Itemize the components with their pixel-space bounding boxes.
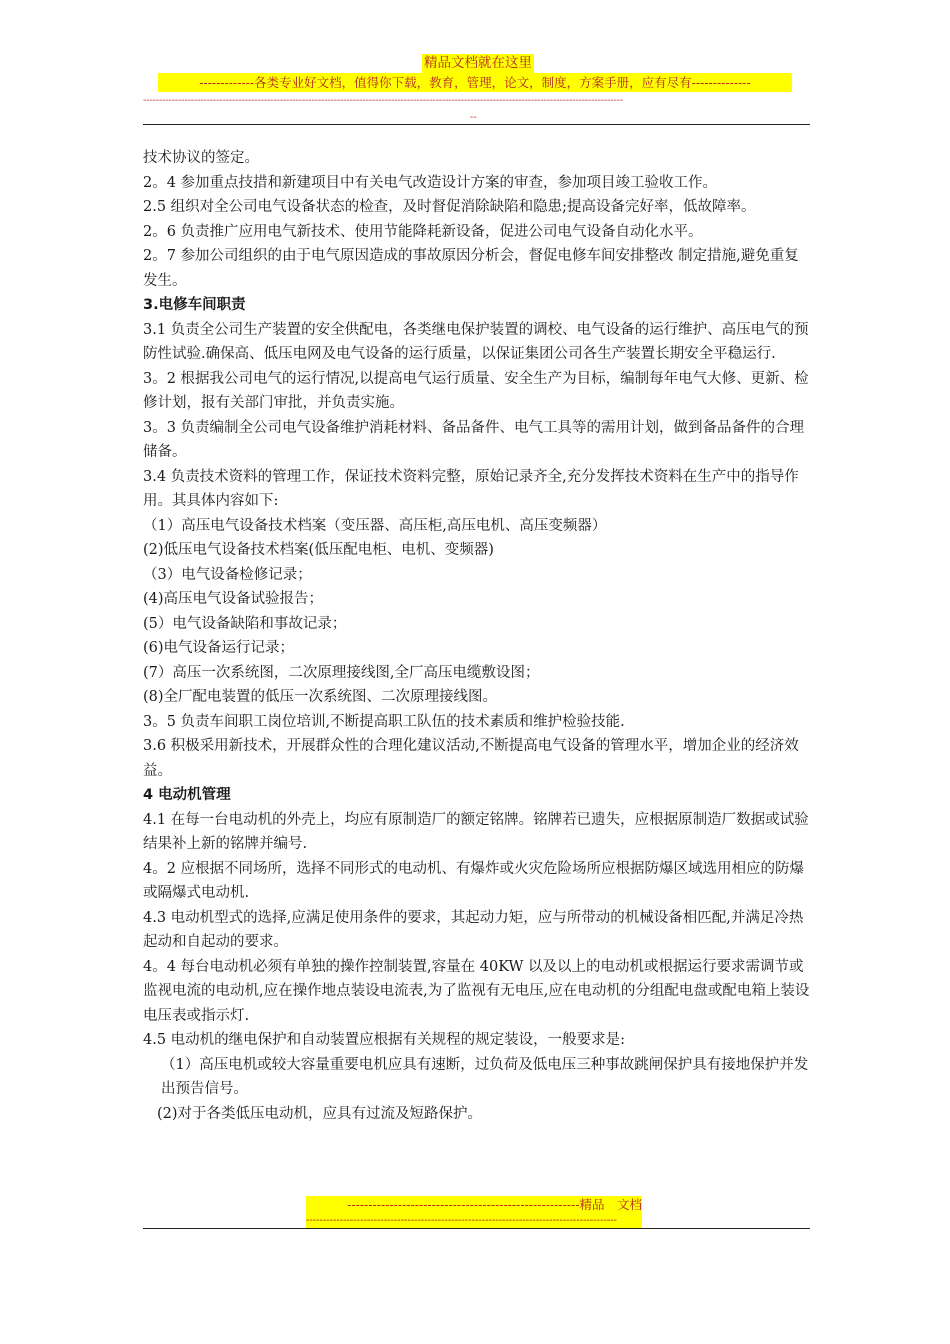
paragraph: 3。5 负责车间职工岗位培训,不断提高职工队伍的技术素质和维护检验技能. bbox=[143, 713, 625, 730]
header-tagline: -------------各类专业好文档，值得你下载，教育，管理，论文，制度，方案手册，应有尽有-------------- bbox=[158, 73, 792, 92]
paragraph: 3。3 负责编制全公司电气设备维护消耗材料、备品备件、电气工具等的需用计划，做到备品备件的合理储备。 bbox=[143, 419, 805, 460]
document-body bbox=[143, 146, 810, 1126]
list-item: (4)高压电气设备试验报告； bbox=[143, 591, 324, 607]
list-item: (7）高压一次系统图，二次原理接线图,全厂高压电缆敷设图； bbox=[143, 664, 540, 681]
paragraph: 2。7 参加公司组织的由于电气原因造成的事故原因分析会，督促电修车间安排整改 制定措施,避免重复发生。 bbox=[143, 248, 799, 289]
paragraph: 3.4 负责技术资料的管理工作，保证技术资料完整，原始记录齐全,充分发挥技术资料在生产中的指导作用。其具体内容如下: bbox=[143, 468, 799, 509]
section-heading: 3.电修车间职责 bbox=[143, 297, 246, 313]
list-item: (5）电气设备缺陷和事故记录； bbox=[143, 615, 347, 632]
list-item: （3）电气设备检修记录； bbox=[143, 566, 312, 583]
list-item: (2)对于各类低压电动机，应具有过流及短路保护。 bbox=[157, 1105, 483, 1122]
paragraph: 3。2 根据我公司电气的运行情况,以提高电气运行质量、安全生产为目标，编制每年电气大修、更新、检修计划，报有关部门审批，并负责实施。 bbox=[143, 370, 809, 411]
header-dash-tail: -- bbox=[470, 112, 477, 123]
paragraph: 技术协议的签定。 bbox=[143, 150, 259, 166]
list-item: （1）高压电气设备技术档案（变压器、高压柜,高压电机、高压变频器） bbox=[143, 517, 607, 534]
header-rule bbox=[143, 124, 810, 125]
list-item: (6)电气设备运行记录； bbox=[143, 640, 295, 656]
paragraph: 3.1 负责全公司生产装置的安全供配电，各类继电保护装置的调校、电气设备的运行维护、高压电气的预防性试验.确保高、低压电网及电气设备的运行质量，以保证集团公司各生产装置长期安全平稳运行. bbox=[143, 321, 809, 362]
list-item: (2)低压电气设备技术档案(低压配电柜、电机、变频器) bbox=[143, 542, 494, 558]
section-heading: 4 电动机管理 bbox=[143, 787, 231, 803]
footer-dash-line: -------------------------------------------------------------------------------------------- bbox=[306, 1214, 642, 1228]
footer-rule bbox=[143, 1228, 810, 1229]
header-dash-line: ------------------------------------------------------------------------------------------------------------------------------------------------------- bbox=[143, 95, 624, 106]
footer-tagline: -------------------------------------------------------精品 文档 bbox=[306, 1196, 642, 1214]
paragraph: 2。6 负责推广应用电气新技术、使用节能降耗新设备，促进公司电气设备自动化水平。 bbox=[143, 223, 703, 240]
paragraph: 4。4 每台电动机必须有单独的操作控制装置,容量在 40KW 以及以上的电动机或根据运行要求需调节或监视电流的电动机,应在操作地点装设电流表,为了监视有无电压,应在电动机的分组配电盘或配电箱上装设电压表或指示灯. bbox=[143, 958, 810, 1024]
paragraph: 4.3 电动机型式的选择,应满足使用条件的要求，其起动力矩，应与所带动的机械设备相匹配,并满足冷热起动和自起动的要求。 bbox=[143, 909, 804, 950]
list-item: (8)全厂配电装置的低压一次系统图、二次原理接线图。 bbox=[143, 689, 498, 705]
paragraph: 2.5 组织对全公司电气设备状态的检查，及时督促消除缺陷和隐患;提高设备完好率，低故障率。 bbox=[143, 199, 756, 215]
header-title: 精品文档就在这里 bbox=[424, 55, 532, 71]
paragraph: 4.1 在每一台电动机的外壳上，均应有原制造厂的额定铭牌。铭牌若已遗失，应根据原制造厂数据或试验结果补上新的铭牌并编号. bbox=[143, 811, 809, 852]
paragraph: 2。4 参加重点技措和新建项目中有关电气改造设计方案的审查，参加项目竣工验收工作。 bbox=[143, 174, 718, 191]
paragraph: 4.5 电动机的继电保护和自动装置应根据有关规程的规定装设，一般要求是: bbox=[143, 1032, 626, 1048]
paragraph: 4。2 应根据不同场所，选择不同形式的电动机、有爆炸或火灾危险场所应根据防爆区域选用相应的防爆或隔爆式电动机. bbox=[143, 860, 805, 901]
paragraph: 3.6 积极采用新技术，开展群众性的合理化建议活动,不断提高电气设备的管理水平，增加企业的经济效益。 bbox=[143, 738, 799, 779]
list-item: （1）高压电机或较大容量重要电机应具有速断，过负荷及低电压三种事故跳闸保护具有接地保护并发出预告信号。 bbox=[161, 1056, 809, 1097]
